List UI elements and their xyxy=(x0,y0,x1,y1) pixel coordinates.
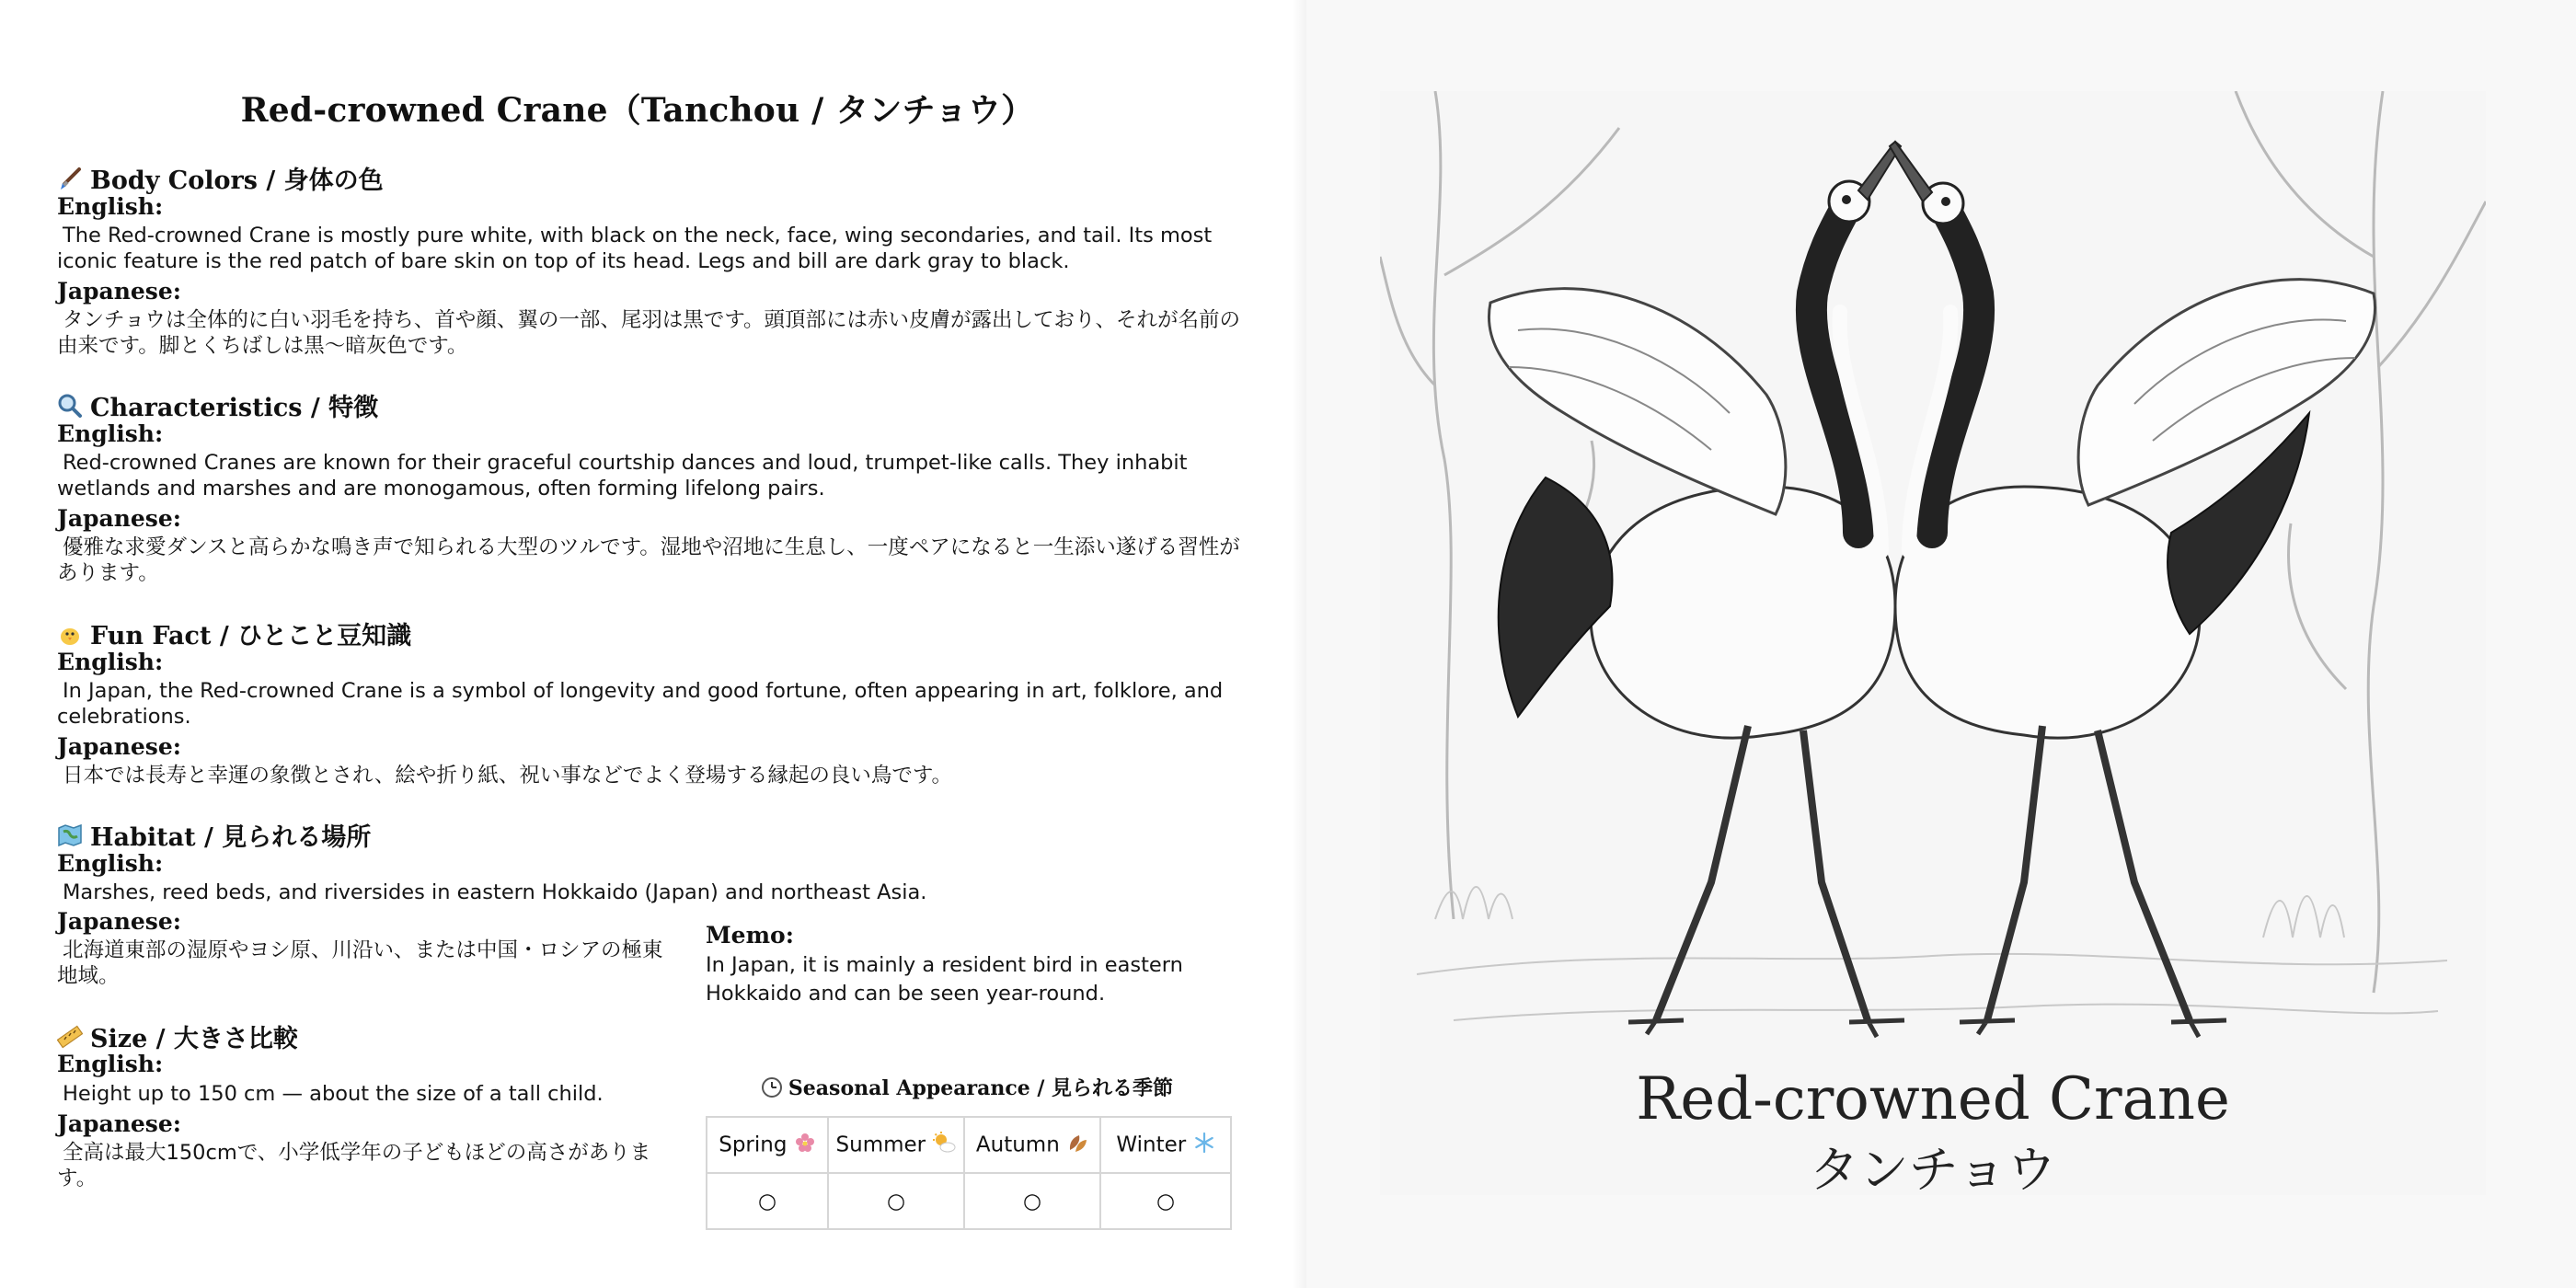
english-label: English: xyxy=(57,193,164,220)
season-cell-winter xyxy=(1100,1117,1231,1173)
right-crane xyxy=(1890,142,2375,1037)
section-heading-text: Characteristics / 特徴 xyxy=(90,394,379,422)
japanese-label: Japanese: xyxy=(57,908,181,935)
season-cell-spring xyxy=(707,1117,828,1173)
season-cell-summer xyxy=(828,1117,964,1173)
ruler-icon xyxy=(57,1024,83,1050)
size-english: Height up to 150 cm — about the size of a tall child. xyxy=(63,1082,604,1106)
japanese-label: Japanese: xyxy=(57,505,181,532)
crane-drawing xyxy=(1380,91,2486,1195)
leaves-icon xyxy=(1066,1132,1088,1159)
section-heading-characteristics xyxy=(57,387,378,423)
sun-cloud-icon xyxy=(932,1132,956,1159)
section-heading-size xyxy=(57,1018,298,1054)
memo-text: In Japan, it is mainly a resident bird in eastern Hokkaido and can be seen year-round. xyxy=(706,953,1183,1006)
section-heading-habitat xyxy=(57,817,371,853)
japanese-label: Japanese: xyxy=(57,1110,181,1137)
habitat-japanese: 北海道東部の湿原やヨシ原、川沿い、または中国・ロシアの極東地域。 xyxy=(57,938,663,988)
english-label: English: xyxy=(57,850,164,877)
habitat-english: Marshes, reed beds, and riversides in eastern Hokkaido (Japan) and northeast Asia. xyxy=(63,880,927,904)
season-label: Winter xyxy=(1116,1133,1187,1156)
seasonal-table xyxy=(706,1116,1232,1230)
season-mark-winter: ○ xyxy=(1100,1173,1231,1229)
crane-illustration xyxy=(1380,91,2486,1195)
season-mark-autumn: ○ xyxy=(964,1173,1100,1229)
season-mark-row xyxy=(707,1173,1231,1229)
body-colors-english: The Red-crowned Crane is mostly pure white, with black on the neck, face, wing secondaries, and tail. Its most iconic feature is the red patch of bare skin on top of its head. Legs and bill are dark gray to black. xyxy=(57,224,1213,273)
season-mark-spring: ○ xyxy=(707,1173,828,1229)
english-label: English: xyxy=(57,649,164,675)
paintbrush-icon xyxy=(57,166,83,191)
left-crane xyxy=(1489,142,1904,1037)
section-heading-body-colors xyxy=(57,160,384,196)
section-heading-text: Body Colors / 身体の色 xyxy=(90,167,384,195)
ground-sketch xyxy=(1417,887,2447,1020)
chick-icon xyxy=(57,621,83,647)
illustration-caption-english: Red-crowned Crane xyxy=(1636,1065,2230,1133)
season-mark-summer: ○ xyxy=(828,1173,964,1229)
page-title: Red-crowned Crane（Tanchou / タンチョウ） xyxy=(240,91,1035,130)
size-japanese: 全高は最大150cmで、小学低学年の子どもほどの高さがあります。 xyxy=(57,1141,651,1190)
fun-fact-english: In Japan, the Red-crowned Crane is a symbol of longevity and good fortune, often appearing in art, folklore, and celebrations. xyxy=(57,679,1224,729)
characteristics-english: Red-crowned Cranes are known for their graceful courtship dances and loud, trumpet-like calls. They inhabit wetlands and marshes and are monogamous, often forming lifelong pairs. xyxy=(57,451,1188,500)
fun-fact-japanese: 日本では長寿と幸運の象徴とされ、絵や折り紙、祝い事などでよく登場する縁起の良い鳥です。 xyxy=(63,764,953,788)
season-label: Spring xyxy=(719,1133,788,1156)
magnifier-icon xyxy=(57,393,83,419)
illustration-page xyxy=(1306,0,2576,1288)
seasonal-heading-text: Seasonal Appearance / 見られる季節 xyxy=(788,1076,1174,1100)
section-heading-text: Fun Fact / ひとこと豆知識 xyxy=(90,622,412,650)
body-colors-japanese: タンチョウは全体的に白い羽毛を持ち、首や顔、翼の一部、尾羽は黒です。頭頂部には赤い皮膚が露出しており、それが名前の由来です。脚とくちばしは黒〜暗灰色です。 xyxy=(57,308,1241,358)
season-cell-autumn xyxy=(964,1117,1100,1173)
japanese-label: Japanese: xyxy=(57,733,181,760)
japanese-label: Japanese: xyxy=(57,278,181,305)
season-label: Summer xyxy=(835,1133,926,1156)
seasonal-heading xyxy=(706,1073,1228,1101)
season-label: Autumn xyxy=(975,1133,1060,1156)
season-header-row xyxy=(707,1117,1231,1173)
section-heading-text: Habitat / 見られる場所 xyxy=(90,823,372,852)
illustration-caption-japanese: タンチョウ xyxy=(1809,1141,2057,1195)
clock-icon xyxy=(761,1076,783,1098)
snowflake-icon xyxy=(1193,1132,1215,1159)
section-heading-fun-fact xyxy=(57,615,411,651)
english-label: English: xyxy=(57,1051,164,1077)
section-heading-text: Size / 大きさ比較 xyxy=(90,1025,298,1053)
blossom-icon xyxy=(794,1132,816,1159)
characteristics-japanese: 優雅な求愛ダンスと高らかな鳴き声で知られる大型のツルです。湿地や沼地に生息し、一度ペアになると一生添い遂げる習性があります。 xyxy=(57,535,1240,585)
memo-label: Memo: xyxy=(706,922,794,949)
map-icon xyxy=(57,822,83,848)
english-label: English: xyxy=(57,420,164,447)
